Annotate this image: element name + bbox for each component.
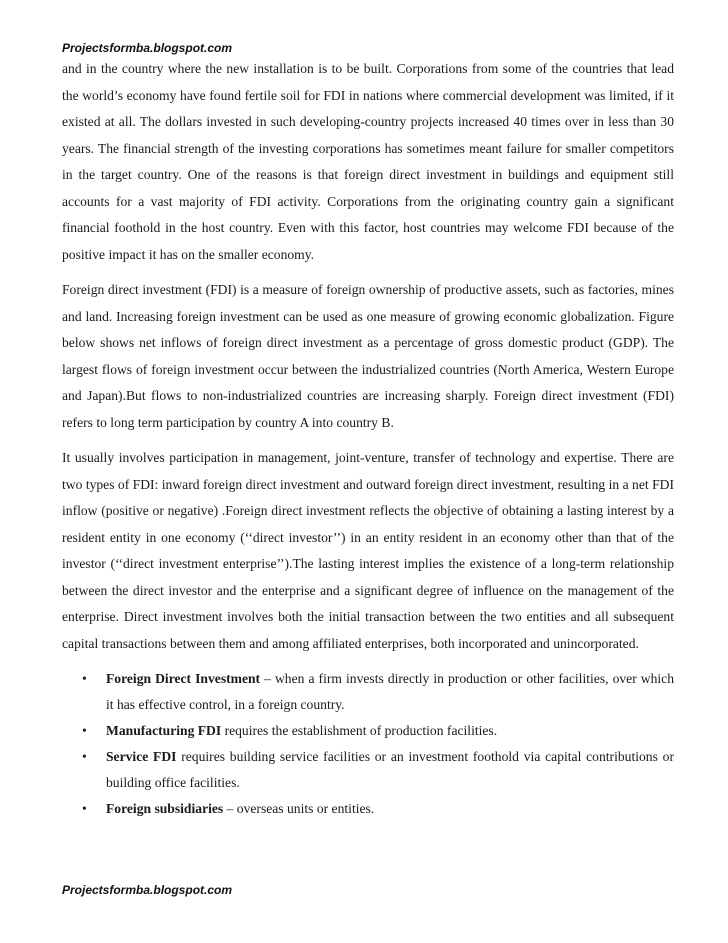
list-item-text: – overseas units or entities. bbox=[223, 801, 375, 816]
paragraph-2: Foreign direct investment (FDI) is a measure of foreign ownership of productive assets, such as factories, mines and land. Increasing foreign investment can be used as one measure of growing economic globalization. Figure below shows net inflows of foreign direct investment as a percentage of gross domestic product (GDP). The largest flows of foreign investment occur between the industrialized countries (North America, Western Europe and Japan).But flows to non-industrialized countries are increasing sharply. Foreign direct investment (FDI) refers to long term participation by country A into country B. bbox=[62, 282, 674, 430]
list-item-term: Foreign Direct Investment bbox=[106, 671, 261, 686]
list-item-term: Foreign subsidiaries bbox=[106, 801, 224, 816]
document-body bbox=[62, 56, 674, 822]
page-header: Projectsformba.blogspot.com bbox=[62, 41, 233, 55]
list-item-text: requires building service facilities or an investment foothold via capital contributions or building office facilities. bbox=[106, 749, 674, 790]
list-item-text: requires the establishment of production facilities. bbox=[221, 723, 498, 738]
bullet-icon: • bbox=[82, 671, 87, 686]
fdi-types-list bbox=[62, 666, 674, 822]
list-item-term: Service FDI bbox=[106, 749, 177, 764]
paragraph-1: and in the country where the new installation is to be built. Corporations from some of the countries that lead the world’s economy have found fertile soil for FDI in nations where commercial development was limited, if it existed at all. The dollars invested in such developing-country projects increased 40 times over in less than 30 years. The financial strength of the investing corporations has sometimes meant failure for smaller competitors in the target country. One of the reasons is that foreign direct investment in buildings and equipment still accounts for a vast majority of FDI activity. Corporations from the originating country gain a significant financial foothold in the host country. Even with this factor, host countries may welcome FDI because of the positive impact it has on the smaller economy. bbox=[62, 61, 674, 262]
list-item-text: – when a firm invests directly in production or other facilities, over which it has effective control, in a foreign country. bbox=[106, 671, 674, 712]
paragraph-3: It usually involves participation in management, joint-venture, transfer of technology and expertise. There are two types of FDI: inward foreign direct investment and outward foreign direct investment, resulting in a net FDI inflow (positive or negative) .Foreign direct investment reflects the objective of obtaining a lasting interest by a resident entity in one economy (‘‘direct investor’’) in an entity resident in an economy other than that of the investor (‘‘direct investment enterprise’’).The lasting interest implies the existence of a long-term relationship between the direct investor and the enterprise and a significant degree of influence on the management of the enterprise. Direct investment involves both the initial transaction between the two entities and all subsequent capital transactions between them and among affiliated enterprises, both incorporated and unincorporated. bbox=[62, 450, 674, 651]
list-item bbox=[62, 718, 674, 744]
bullet-icon: • bbox=[82, 723, 87, 738]
bullet-icon: • bbox=[82, 749, 87, 764]
list-item-term: Manufacturing FDI bbox=[106, 723, 222, 738]
bullet-icon: • bbox=[82, 801, 87, 816]
list-item bbox=[62, 666, 674, 718]
list-item bbox=[62, 744, 674, 796]
list-item bbox=[62, 796, 674, 822]
page-footer: Projectsformba.blogspot.com bbox=[62, 883, 233, 897]
